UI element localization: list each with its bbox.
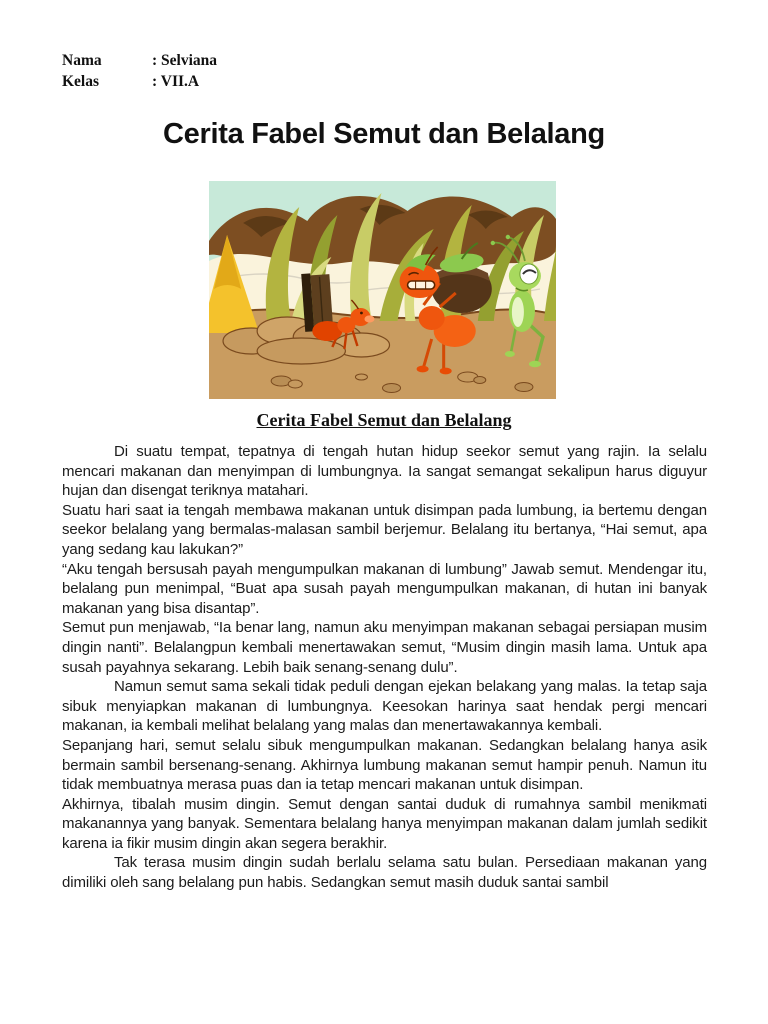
name-label: Nama	[62, 52, 102, 69]
fable-illustration	[209, 181, 556, 399]
story-paragraph: Di suatu tempat, tepatnya di tengah hutan hidup seekor semut yang rajin. Ia selalu mencari makanan dan menyimpan di lumbungnya. Ia sangat semangat sekalipun harus diguyur hujan dan disengat teriknya matahari.	[62, 443, 707, 500]
story-paragraph: Suatu hari saat ia tengah membawa makanan untuk disimpan pada lumbung, ia bertemu dengan seekor belalang yang bermalas-malasan sambil berjemur. Belalang itu bertanya, “Hai semut, apa yang sedang kau lakukan?”	[62, 501, 707, 558]
story-body	[62, 442, 707, 893]
student-class-row	[62, 71, 217, 92]
name-value: : Selviana	[152, 52, 218, 69]
class-label: Kelas	[62, 73, 100, 90]
story-paragraph: Namun semut sama sekali tidak peduli dengan ejekan belakang yang malas. Ia tetap saja sibuk menyiapkan makanan di lumbungnya. Keesokan harinya saat hendak pergi mencari makanan, ia kembali melihat belalang yang malas dan menertawakannya kembali.	[62, 678, 707, 735]
student-info-header	[62, 50, 217, 92]
student-name-row	[62, 50, 217, 71]
fable-illustration-svg	[209, 181, 556, 399]
story-paragraph: Tak terasa musim dingin sudah berlalu selama satu bulan. Persediaan makanan yang dimiliki oleh sang belalang pun habis. Sedangkan semut masih duduk santai sambil	[62, 854, 707, 892]
story-paragraph: Akhirnya, tibalah musim dingin. Semut dengan santai duduk di rumahnya sambil menikmati makanannya yang banyak. Sementara belalang hanya menyimpan makanan dalam jumlah sedikit karena ia fikir musim dingin akan segera berakhir.	[62, 795, 707, 852]
page-title: Cerita Fabel Semut dan Belalang	[163, 118, 605, 150]
story-paragraph: “Aku tengah bersusah payah mengumpulkan makanan di lumbung” Jawab semut. Mendengar itu, belalang pun menimpal, “Buat apa susah payah mengumpulkan makanan, di hutan ini banyak makanan yang bisa disantap”.	[62, 560, 707, 617]
class-value: : VII.A	[152, 73, 200, 90]
story-subtitle: Cerita Fabel Semut dan Belalang	[256, 410, 512, 430]
story-paragraph: Semut pun menjawab, “Ia benar lang, namun aku menyimpan makanan sebagai persiapan musim dingin nanti”. Belalangpun kembali menertawakan semut, “Musim dingin masih lama. Untuk apa susah payahnya sekarang. Lebih baik senang-senang dulu”.	[62, 619, 707, 676]
story-paragraph: Sepanjang hari, semut selalu sibuk mengumpulkan makanan. Sedangkan belalang hanya asik bermain sambil bersenang-senang. Akhirnya lumbung makanan semut hampir penuh. Namun itu tidak membuatnya merasa puas dan ia tetap mencari makanan untuk disimpan.	[62, 736, 707, 794]
